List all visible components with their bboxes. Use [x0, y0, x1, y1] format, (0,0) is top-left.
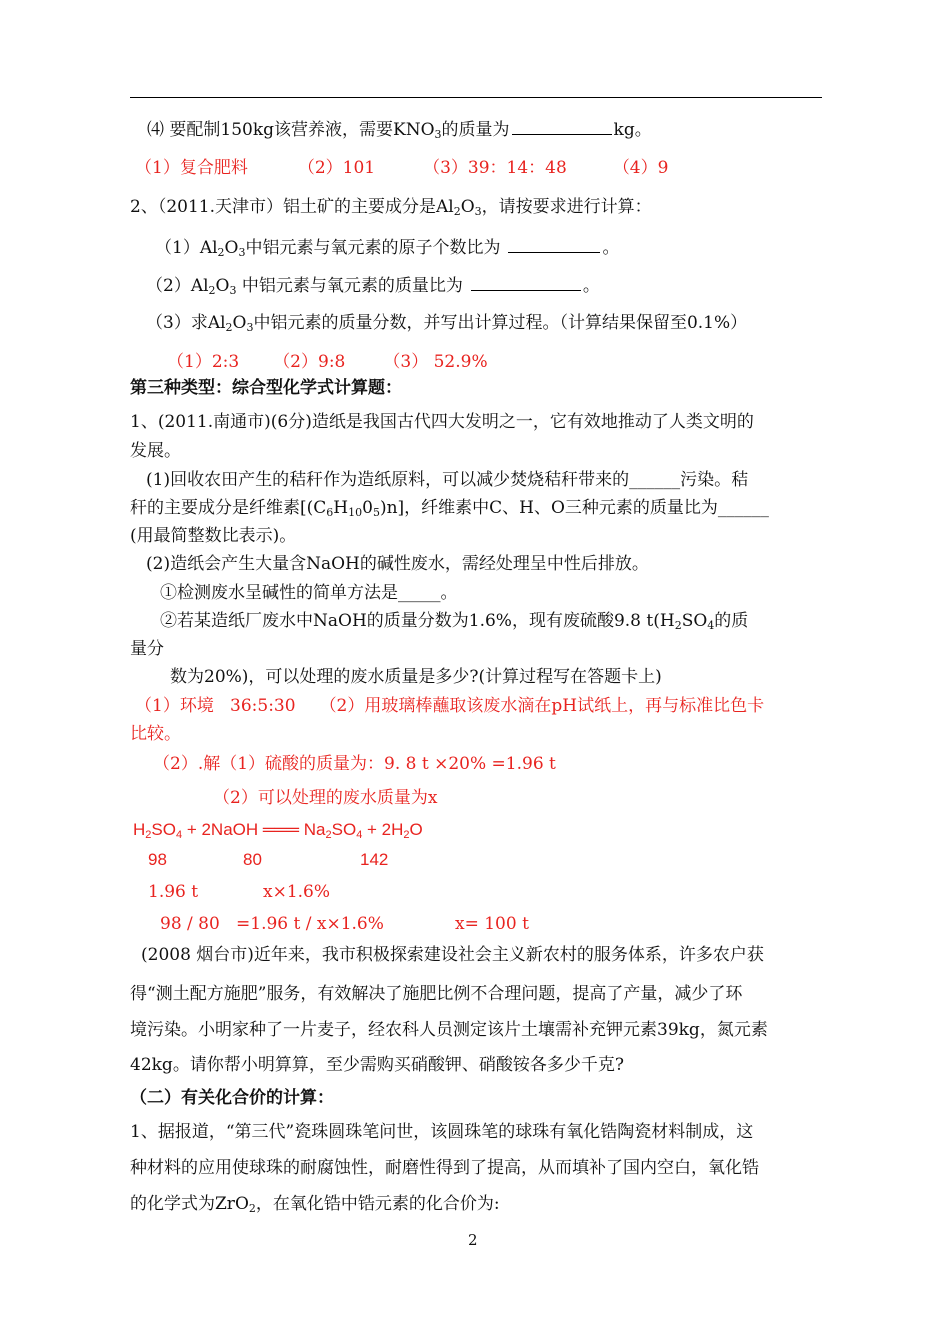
question-4-line-4: 42kg。请你帮小明算算，至少需购买硝酸钾、硝酸铵各多少千克?: [130, 1055, 624, 1075]
question-5-line-1: 1、据报道，“第三代”瓷珠圆珠笔问世，该圆珠笔的球珠有氧化锆陶瓷材料制成，这: [130, 1122, 754, 1142]
answer-3-line-4: （2）可以处理的废水质量为x: [213, 788, 438, 808]
value-sulfuric: 1.96 t: [148, 882, 199, 902]
question-5-line-2: 种材料的应用使球珠的耐腐蚀性，耐磨性得到了提高，从而填补了国内空白，氧化锆: [130, 1158, 759, 1178]
ratio-equation: 98 / 80 =1.96 t / x×1.6%: [160, 914, 384, 934]
question-3-line-7: ①检测废水呈碱性的简单方法是_____。: [160, 583, 458, 603]
question-4-line-2: 得“测土配方施肥”服务，有效解决了施肥比例不合理问题，提高了产量，减少了环: [130, 984, 743, 1004]
question-2-part-1: $(1)Al_2O_3$中铝元素与氧元素的原子个数比为 。: [155, 235, 619, 259]
chemical-equation: $H_2SO_4$ + 2NaOH ═══ $Na_2SO_4 + 2H_2O$: [133, 820, 423, 841]
question-2-intro: 2、（2011.天津市）铝土矿的主要成分是$Al_2O_3$，请按要求进行计算：: [130, 197, 652, 218]
section-heading-4: （二）有关化合价的计算：: [130, 1088, 334, 1108]
page-number: 2: [468, 1231, 478, 1249]
question-3-line-4: 秆的主要成分是纤维素$[(C_6H_{10}0_5)n]$，纤维素中C、H、O三种元素的质量比为______: [130, 498, 769, 519]
question-3-line-9: 量分: [130, 639, 164, 659]
result-value: x= 100 t: [455, 914, 529, 934]
header-rule: [130, 97, 822, 98]
answer-3-line-1: （1）环境 36:5:30 （2）用玻璃棒蘸取该废水滴在pH试纸上，再与标准比色卡: [135, 696, 765, 716]
question-4-line-3: 境污染。小明家种了一片麦子，经农科人员测定该片土壤需补充钾元素39kg，氮元素: [130, 1020, 768, 1040]
question-5-line-3: 的化学式为ZrO$_2$，在氧化锆中锆元素的化合价为:: [130, 1194, 500, 1215]
question-3-line-3: (1)回收农田产生的秸秆作为造纸原料，可以减少焚烧秸秆带来的______污染。秸: [146, 470, 749, 490]
molar-mass-142: 142: [360, 850, 389, 869]
question-3-line-8: ②若某造纸厂废水中NaOH的质量分数为1.6%，现有废硫酸9.8 $t(H_2SO_4$的质: [160, 611, 749, 632]
question-3-line-6: (2)造纸会产生大量含NaOH的碱性废水，需经处理呈中性后排放。: [146, 554, 649, 574]
question-2-part-3: （3）求$Al_2O_3$中铝元素的质量分数，并写出计算过程。（计算结果保留至0.1%）: [146, 313, 748, 334]
question-4-line-1: (2008 烟台市)近年来，我市积极探索建设社会主义新农村的服务体系，许多农户获: [141, 945, 764, 965]
value-naoh: x×1.6%: [263, 882, 331, 902]
question-3-line-1: 1、(2011.南通市)(6分)造纸是我国古代四大发明之一，它有效地推动了人类文明的: [130, 412, 754, 432]
answer-3-line-3: （2）.解（1）硫酸的质量为：9. 8 t ×20% =1.96 t: [153, 754, 556, 774]
answer-3-line-2: 比较。: [130, 724, 181, 744]
molar-mass-98: 98: [148, 850, 167, 869]
question-3-line-5: (用最简整数比表示)。: [130, 526, 297, 546]
question-4-line: ⑷ 要配制150kg该营养液，需要$KNO_3$的质量为 kg。: [147, 117, 652, 141]
question-3-line-2: 发展。: [130, 441, 181, 461]
section-heading-3: 第三种类型：综合型化学式计算题：: [130, 378, 402, 398]
answer-1-line: （1）复合肥料 （2）101 （3）39：14：48 （4）9: [135, 158, 669, 178]
molar-mass-80: 80: [243, 850, 262, 869]
answer-2-line: （1）2:3 （2）9:8 （3） 52.9%: [167, 352, 488, 372]
question-2-part-2: $(2)Al_2O_3$ 中铝元素与氧元素的质量比为 。: [146, 273, 600, 297]
question-3-line-10: 数为20%)，可以处理的废水质量是多少?(计算过程写在答题卡上): [170, 667, 662, 687]
